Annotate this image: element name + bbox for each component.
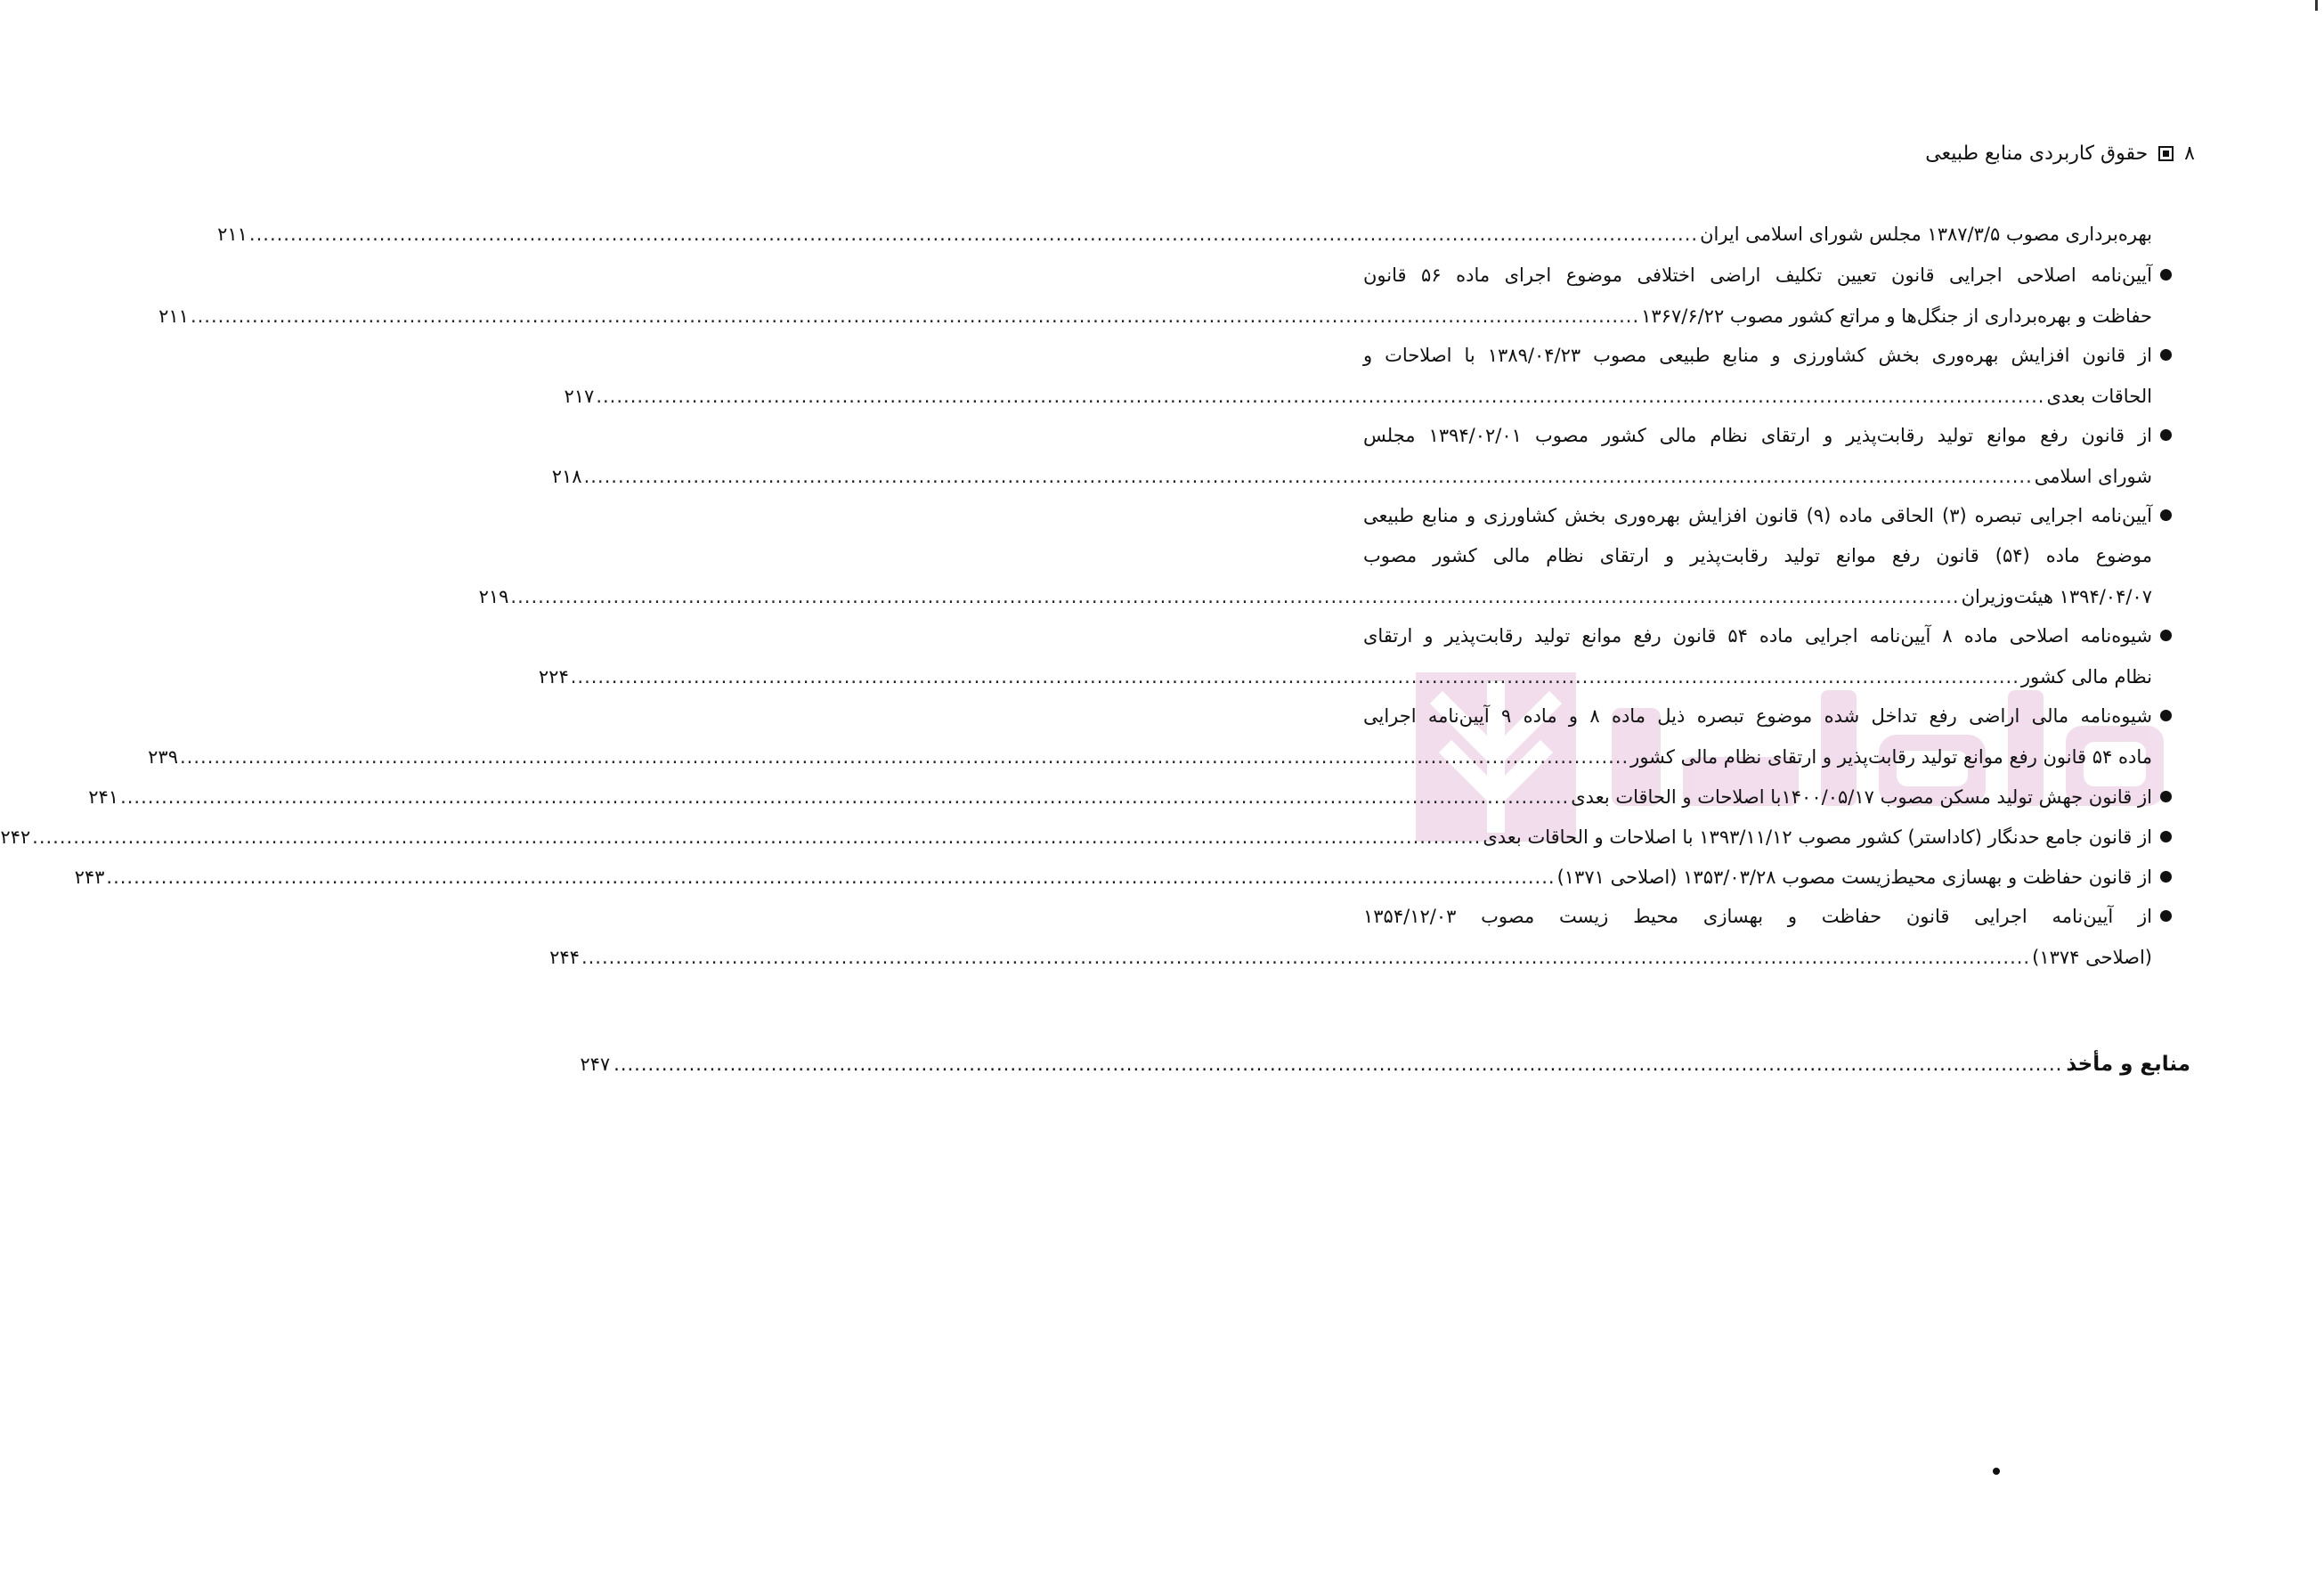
toc-page-number: ۲۳۹ [148, 745, 178, 768]
toc-entry-last-line [564, 376, 2152, 416]
toc-entry-title: ۱۳۹۴/۰۴/۰۷ هیئت‌وزیران [1961, 585, 2152, 607]
toc-entry-line: شیوه‌نامه اصلاحی ماده ۸ آیین‌نامه اجرایی ماده ۵۴ قانون رفع موانع تولید رقابت‌پذیر و ارتقای [1363, 625, 2152, 647]
toc-page-number: ۲۱۷ [564, 385, 595, 407]
dot-leader: .................................................................................................................................................................................................................... [581, 946, 2031, 968]
bullet-icon [2160, 509, 2172, 521]
toc-entry-line: از قانون رفع موانع تولید رقابت‌پذیر و ارتقای نظام مالی کشور مصوب ۱۳۹۴/۰۲/۰۱ مجلس [1363, 425, 2152, 446]
toc-page-number: ۲۴۳ [74, 866, 105, 888]
dot-leader: .................................................................................................................................................................................................................... [614, 1053, 2063, 1075]
ink-dot [1993, 1468, 2000, 1475]
bullet-icon [2160, 630, 2172, 641]
sources-entry[interactable] [580, 1044, 2190, 1084]
toc-entry-last-line [74, 857, 2152, 897]
toc-entry-last-line [0, 817, 2152, 857]
toc-entry[interactable] [551, 416, 2152, 496]
dot-leader: .................................................................................................................................................................................................................... [106, 866, 1556, 888]
bullet-icon [2160, 910, 2172, 922]
dot-leader: .................................................................................................................................................................................................................... [120, 785, 1570, 808]
bullet-icon [2160, 429, 2172, 441]
toc-page-number: ۲۴۴ [549, 946, 580, 968]
sources-page-number: ۲۴۷ [580, 1053, 611, 1075]
toc-entry-title: بهره‌برداری مصوب ۱۳۸۷/۳/۵ مجلس شورای اسلامی ایران [1700, 223, 2152, 245]
toc-entry-last-line [478, 576, 2152, 616]
toc-page-number: ۲۱۹ [478, 585, 509, 607]
toc-entry-line: موضوع ماده (۵۴) قانون رفع موانع تولید رقابت‌پذیر و ارتقای نظام مالی کشور مصوب [1363, 545, 2152, 566]
toc-entry[interactable] [564, 336, 2152, 416]
toc-entry[interactable] [538, 616, 2152, 696]
toc-entry-title: از قانون جامع حدنگار (کاداستر) کشور مصوب ۱۳۹۳/۱۱/۱۲ با اصلاحات و الحاقات بعدی [1483, 826, 2152, 848]
bullet-icon [2160, 710, 2172, 721]
toc-entry-title: الحاقات بعدی [2046, 385, 2152, 407]
dot-leader: .................................................................................................................................................................................................................... [583, 465, 2033, 487]
toc-entry[interactable] [478, 496, 2152, 616]
toc-page-number: ۲۱۸ [551, 465, 582, 487]
toc-entry-title: حفاظت و بهره‌برداری از جنگل‌ها و مراتع کشور مصوب ۱۳۶۷/۶/۲۲ [1641, 305, 2152, 327]
filled-square-icon [2158, 146, 2174, 161]
toc-page-number: ۲۴۱ [88, 785, 119, 808]
dot-leader: .................................................................................................................................................................................................................... [570, 665, 2019, 688]
book-title: حقوق کاربردی منابع طبیعی [1925, 142, 2149, 165]
dot-leader: .................................................................................................................................................................................................................... [510, 585, 1960, 607]
toc-entry[interactable] [88, 777, 2152, 817]
dot-leader: .................................................................................................................................................................................................................... [190, 305, 1640, 327]
toc-entry-last-line [148, 736, 2152, 777]
toc-entry-line: از قانون افزایش بهره‌وری بخش کشاورزی و منابع طبیعی مصوب ۱۳۸۹/۰۴/۲۳ با اصلاحات و [1363, 345, 2152, 366]
dot-leader: .................................................................................................................................................................................................................... [32, 826, 1482, 848]
dot-leader: .................................................................................................................................................................................................................... [180, 745, 1629, 768]
toc-entry-last-line [551, 456, 2152, 496]
running-head [1925, 142, 2195, 165]
bullet-icon [2160, 349, 2172, 361]
toc-page-number: ۲۴۲ [0, 826, 31, 848]
toc-page-number: ۲۱۱ [217, 223, 248, 245]
toc-entry[interactable] [148, 696, 2152, 777]
dot-leader: .................................................................................................................................................................................................................... [596, 385, 2045, 407]
sources-label: منابع و مأخذ [2066, 1052, 2190, 1076]
toc-entry-line: آیین‌نامه اجرایی تبصره (۳) الحاقی ماده (۹) قانون افزایش بهره‌وری بخش کشاورزی و منابع طبیعی [1363, 505, 2152, 526]
toc-entry-title: (اصلاحی ۱۳۷۴) [2032, 946, 2152, 968]
toc-entry-last-line [217, 214, 2152, 254]
toc-entry[interactable] [74, 857, 2152, 897]
dot-leader: .................................................................................................................................................................................................................... [248, 223, 1699, 245]
toc-entry-title: از قانون حفاظت و بهسازی محیط‌زیست مصوب ۱۳۵۳/۰۳/۲۸ (اصلاحی ۱۳۷۱) [1556, 866, 2152, 888]
page-edge-mark [2315, 0, 2318, 11]
bullet-icon [2160, 791, 2172, 802]
toc-page-number: ۲۲۴ [538, 665, 569, 688]
toc-entry-title: شورای اسلامی [2034, 465, 2152, 487]
toc-entry-line: شیوه‌نامه مالی اراضی رفع تداخل شده موضوع تبصره ذیل ماده ۸ و ماده ۹ آیین‌نامه اجرایی [1363, 705, 2152, 727]
toc-entry-line: از آیین‌نامه اجرایی قانون حفاظت و بهسازی محیط زیست مصوب ۱۳۵۴/۱۲/۰۳ [1363, 906, 2152, 927]
toc-page-number: ۲۱۱ [158, 305, 189, 327]
toc-entry[interactable] [0, 817, 2152, 857]
bullet-icon [2160, 831, 2172, 842]
toc-entry-line: آیین‌نامه اصلاحی اجرایی قانون تعیین تکلیف اراضی اختلافی موضوع اجرای ماده ۵۶ قانون [1363, 264, 2152, 286]
bullet-icon [2160, 269, 2172, 281]
toc-entry-title: ماده ۵۴ قانون رفع موانع تولید رقابت‌پذیر و ارتقای نظام مالی کشور [1630, 745, 2152, 768]
toc-entry-last-line [88, 777, 2152, 817]
toc-entry-last-line [549, 937, 2152, 977]
bullet-icon [2160, 871, 2172, 883]
toc-entry-last-line [538, 656, 2152, 696]
table-of-contents [0, 214, 2152, 977]
toc-entry[interactable] [549, 897, 2152, 977]
toc-entry-last-line [158, 296, 2152, 336]
toc-entry-title: از قانون جهش تولید مسکن مصوب ۱۴۰۰/۰۵/۱۷با اصلاحات و الحاقات بعدی [1571, 785, 2152, 808]
page-number: ۸ [2184, 142, 2195, 165]
toc-entry-title: نظام مالی کشور [2020, 665, 2152, 688]
toc-entry[interactable] [217, 214, 2152, 254]
toc-entry[interactable] [158, 256, 2152, 336]
